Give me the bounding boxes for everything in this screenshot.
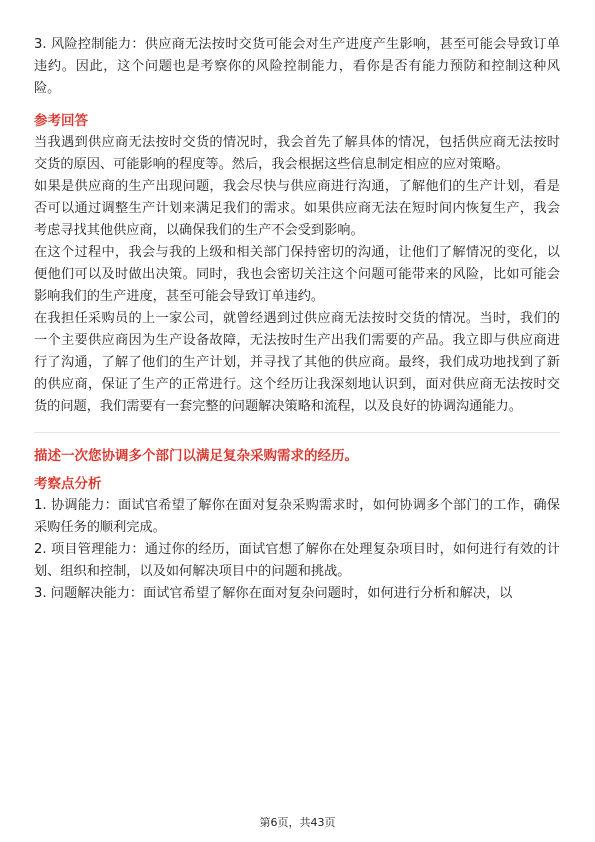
section-divider — [34, 432, 560, 433]
answer-paragraph-3: 在这个过程中，我会与我的上级和相关部门保持密切的沟通，让他们了解情况的变化，以便他们可以及时做出决策。同时，我也会密切关注这个问题可能带来的风险，比如可能会影响我们的生产进度，甚至可能会导致订单违约。 — [34, 245, 560, 304]
risk-control-item: 3. 风险控制能力：供应商无法按时交货可能会对生产进度产生影响，甚至可能会导致订单违约。因此，这个问题也是考察你的风险控制能力，看你是否有能力预防和控制这种风险。 — [34, 37, 560, 96]
answer-heading: 参考回答 — [34, 113, 88, 129]
analysis-item-3: 3. 问题解决能力：面试官希望了解你在面对复杂问题时，如何进行分析和解决，以 — [34, 586, 513, 601]
page-footer: 第6页，共43页 — [259, 816, 336, 829]
answer-paragraph-4: 在我担任采购员的上一家公司，就曾经遇到过供应商无法按时交货的情况。当时，我们的一个主要供应商因为生产设备故障，无法按时生产出我们需要的产品。我立即与供应商进行了沟通，了解了他们的生产计划，并寻找了其他的供应商。最终，我们成功地找到了新的供应商，保证了生产的正常进行。这个经历让我深刻地认识到，面对供应商无法按时交货的问题，我们需要有一套完整的问题解决策略和流程，以及良好的协调沟通能力。 — [34, 311, 560, 414]
answer-paragraph-2: 如果是供应商的生产出现问题，我会尽快与供应商进行沟通，了解他们的生产计划，看是否可以通过调整生产计划来满足我们的需求。如果供应商无法在短时间内恢复生产，我会考虑寻找其他供应商，以确保我们的生产不会受到影响。 — [34, 179, 560, 238]
page-content — [34, 34, 560, 605]
analysis-item-2: 2. 项目管理能力：通过你的经历，面试官想了解你在处理复杂项目时，如何进行有效的计划、组织和控制，以及如何解决项目中的问题和挑战。 — [34, 542, 560, 579]
analysis-heading: 考察点分析 — [34, 476, 102, 492]
answer-paragraph-1: 当我遇到供应商无法按时交货的情况时，我会首先了解具体的情况，包括供应商无法按时交货的原因、可能影响的程度等。然后，我会根据这些信息制定相应的应对策略。 — [34, 135, 560, 172]
question-title: 描述一次您协调多个部门以满足复杂采购需求的经历。 — [34, 448, 358, 464]
analysis-item-1: 1. 协调能力：面试官希望了解你在面对复杂采购需求时，如何协调多个部门的工作，确保采购任务的顺利完成。 — [34, 498, 560, 535]
